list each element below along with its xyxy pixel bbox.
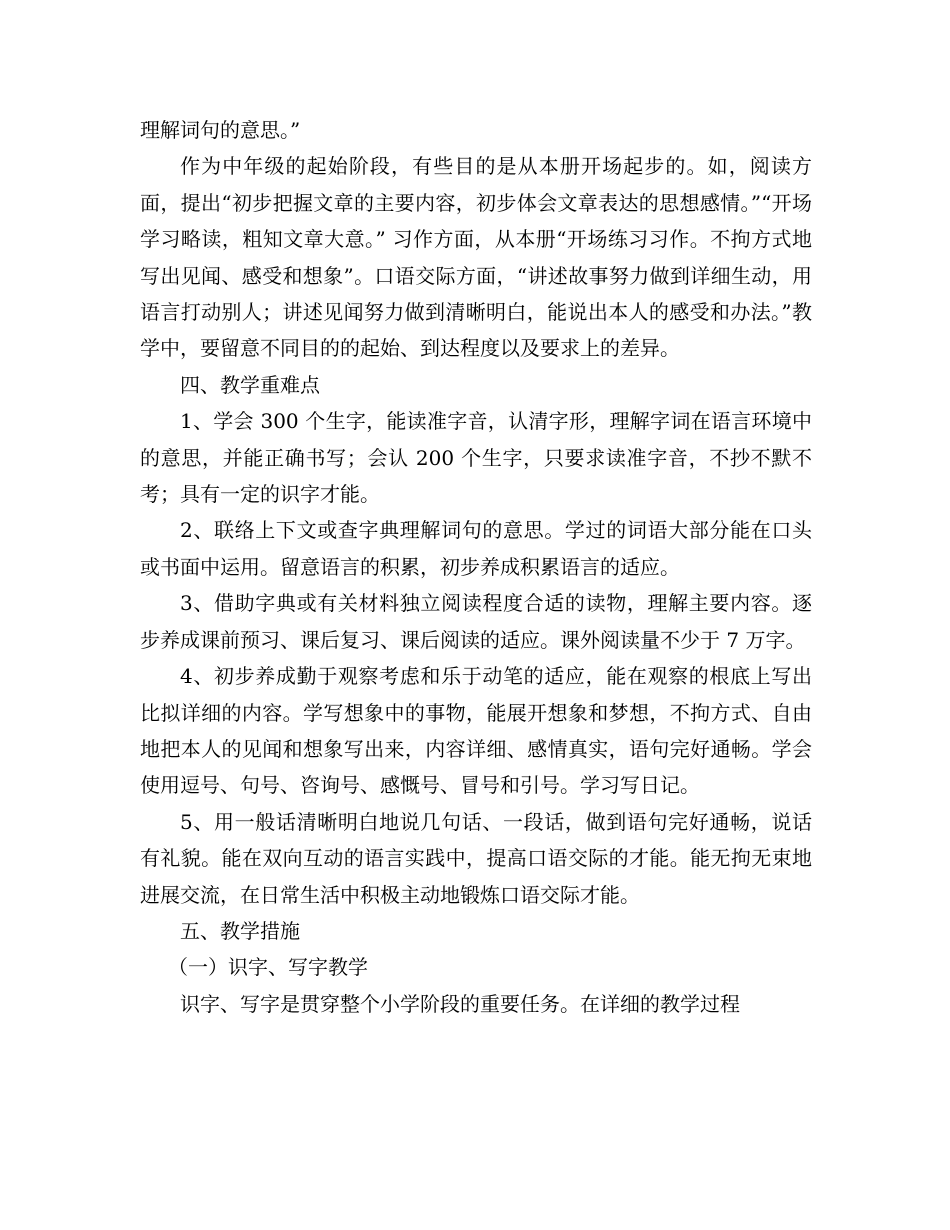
paragraph-point-1: 1、学会 300 个生字，能读准字音，认清字形，理解字词在语言环境中的意思，并能正确书写；会认 200 个生字，只要求读准字音，不抄不默不考；具有一定的识字才能。 [140,409,812,507]
paragraph-middle-grade-goals: 作为中年级的起始阶段，有些目的是从本册开场起步的。如，阅读方面，提出“初步把握文章的主要内容，初步体会文章表达的思想感情。”“开场学习略读，粗知文章大意。” 习作方面，从本册“开场练习习作。不拘方式地写出见闻、感受和想象”。口语交际方面，“讲述故事努力做到详细生动，用语言打动别人；讲述见闻努力做到清晰明白，能说出本人的感受和办法。”教学中，要留意不同目的的起始、到达程度以及要求上的差异。 [140,154,812,361]
paragraph-point-2: 2、联络上下文或查字典理解词句的意思。学过的词语大部分能在口头或书面中运用。留意语言的积累，初步养成积累语言的适应。 [140,518,812,579]
document-page [140,112,812,1022]
paragraph-point-3: 3、借助字典或有关材料独立阅读程度合适的读物，理解主要内容。逐步养成课前预习、课后复习、课后阅读的适应。课外阅读量不少于 7 万字。 [140,591,812,652]
paragraph-point-5: 5、用一般话清晰明白地说几句话、一段话，做到语句完好通畅，说话有礼貌。能在双向互动的语言实践中，提高口语交际的才能。能无拘无束地进展交流，在日常生活中积极主动地锻炼口语交际才能。 [140,809,812,907]
section-heading-key-points: 四、教学重难点 [180,372,320,397]
section-heading-measures: 五、教学措施 [180,918,300,943]
paragraph-point-4: 4、初步养成勤于观察考虑和乐于动笔的适应，能在观察的根底上写出比拟详细的内容。学写想象中的事物，能展开想象和梦想，不拘方式、自由地把本人的见闻和想象写出来，内容详细、感情真实，语句完好通畅。学会使用逗号、句号、咨询号、感慨号、冒号和引号。学习写日记。 [140,664,812,798]
paragraph-literacy-intro: 识字、写字是贯穿整个小学阶段的重要任务。在详细的教学过程 [180,991,740,1016]
subsection-heading-literacy: （一）识字、写字教学 [168,955,368,980]
paragraph-continuation: 理解词句的意思。” [140,118,301,142]
